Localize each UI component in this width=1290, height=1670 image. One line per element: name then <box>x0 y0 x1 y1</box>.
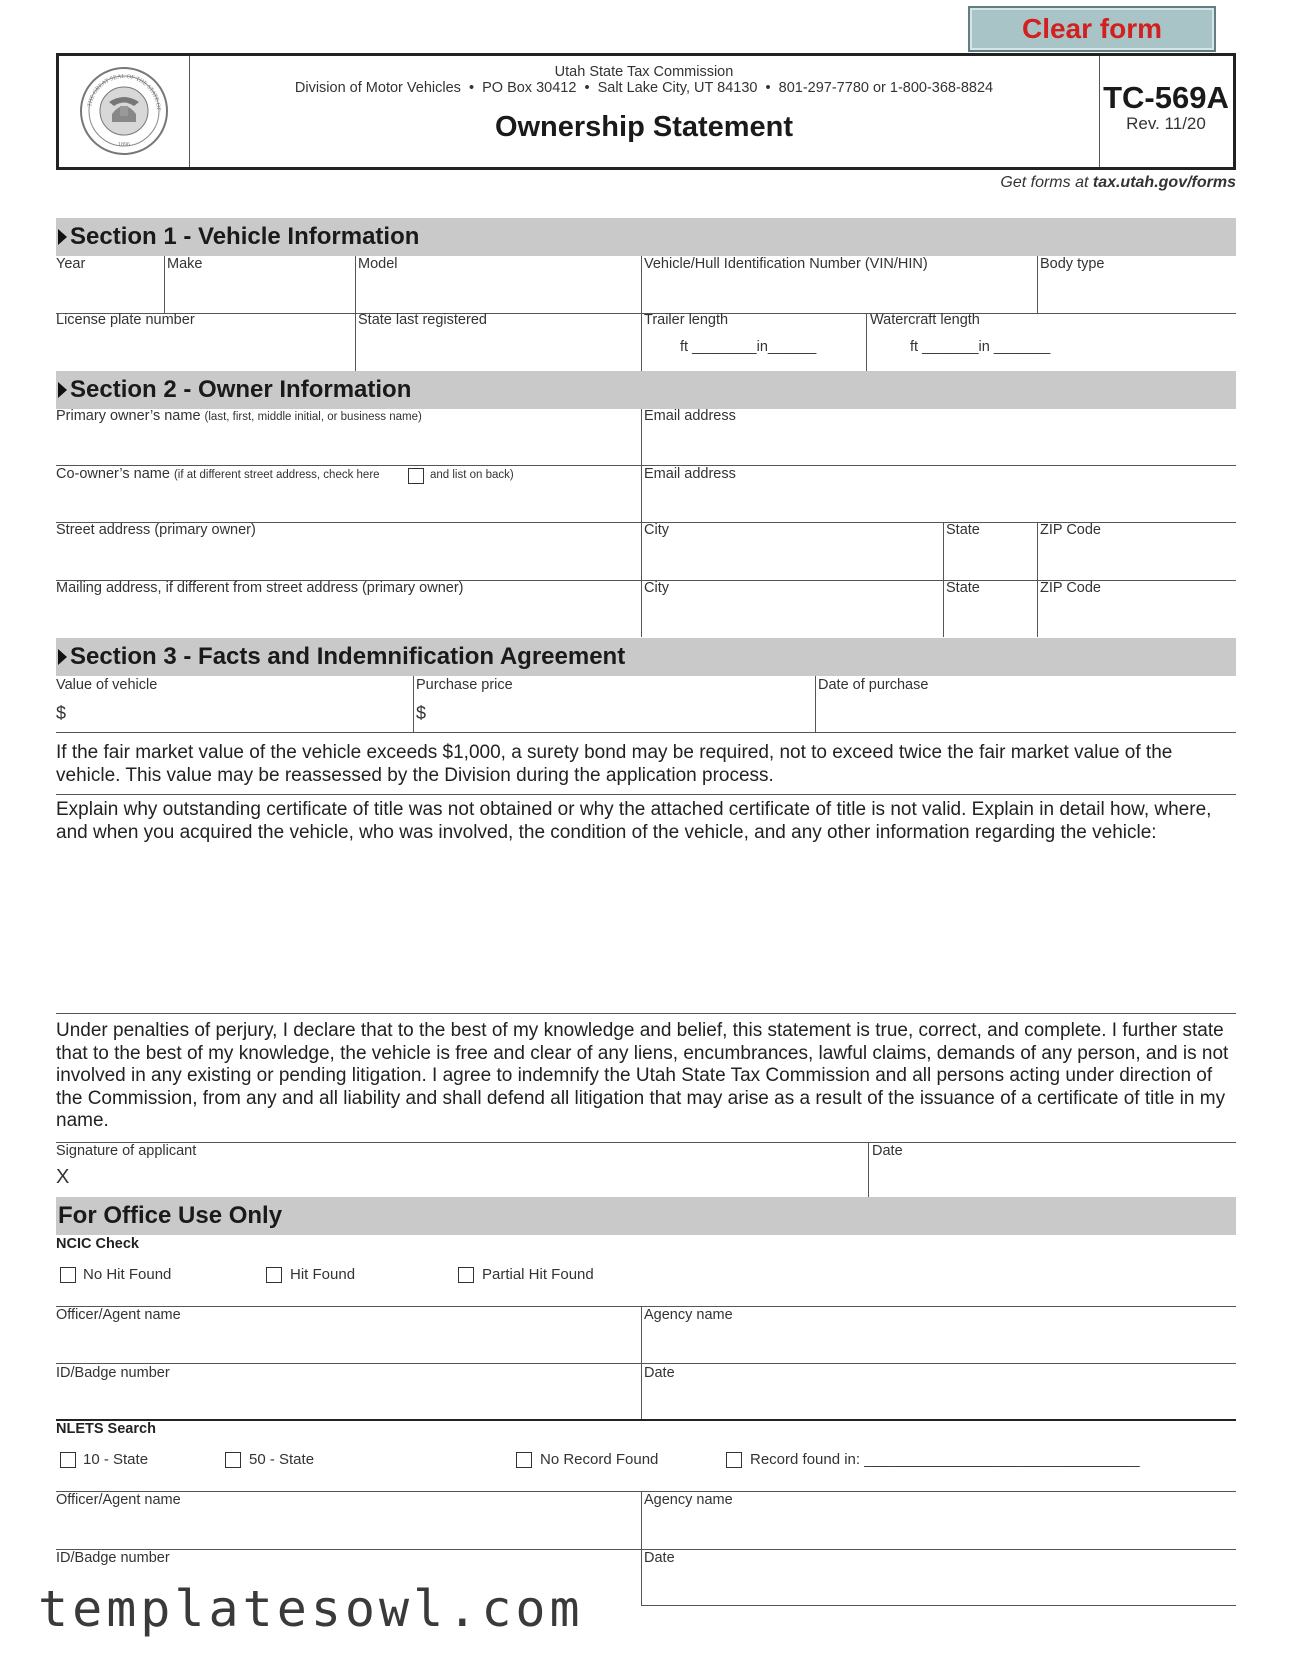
forms-link-prefix: Get forms at <box>1000 174 1093 191</box>
street-state-field[interactable]: State <box>946 522 980 538</box>
primary-email-field[interactable]: Email address <box>644 408 736 424</box>
watermark: templatesowl.com <box>38 1580 584 1638</box>
model-field[interactable]: Model <box>358 256 398 272</box>
agency-address: Division of Motor Vehicles • PO Box 30412 • Salt Lake City, UT 84130 • 801-297-7780 or 1-800-368-8824 <box>294 80 994 96</box>
purchase-price-label: Purchase price <box>416 677 513 693</box>
office-use-heading <box>56 1197 1236 1235</box>
mailing-state-field[interactable]: State <box>946 580 980 596</box>
form-header <box>56 53 1236 170</box>
revision-date: Rev. 11/20 <box>1126 114 1206 133</box>
mailing-zip-field[interactable]: ZIP Code <box>1040 580 1101 596</box>
state-last-registered-field[interactable]: State last registered <box>358 312 487 328</box>
trailer-length-label: Trailer length <box>644 312 729 328</box>
agency-name-field-2[interactable]: Agency name <box>644 1492 733 1508</box>
coowner-name-field[interactable]: Co-owner’s name (if at different street address, check here <box>56 466 380 482</box>
value-of-vehicle-label: Value of vehicle <box>56 677 158 693</box>
primary-owner-name-field[interactable]: Primary owner’s name (last, first, middle initial, or business name) <box>56 408 422 424</box>
nlets-record-found-label[interactable]: Record found in: _________________________________ <box>750 1451 1140 1468</box>
office-date-field-1[interactable]: Date <box>644 1365 675 1381</box>
nlets-10-state-label: 10 - State <box>83 1451 149 1468</box>
ncic-no-hit-label: No Hit Found <box>83 1266 172 1283</box>
nlets-record-found-checkbox[interactable] <box>726 1452 742 1468</box>
section2-title: Section 2 - Owner Information <box>70 376 412 403</box>
ncic-hit-checkbox[interactable] <box>266 1267 282 1283</box>
date-of-purchase-field[interactable]: Date of purchase <box>818 677 929 693</box>
ncic-no-hit-checkbox[interactable] <box>60 1267 76 1283</box>
explanation-textarea[interactable] <box>56 850 1236 1012</box>
agency-name: Utah State Tax Commission <box>554 64 734 80</box>
forms-link-line <box>700 174 1236 192</box>
ncic-hit-label: Hit Found <box>290 1266 356 1283</box>
surety-bond-notice: If the fair market value of the vehicle exceeds $1,000, a surety bond may be required, not to exceed twice the fair market value of the vehicle. This value may be reassessed by the Division during the application process. <box>56 742 1173 786</box>
street-city-field[interactable]: City <box>644 522 669 538</box>
watercraft-length-field[interactable]: ft _______in _______ <box>910 339 1051 355</box>
coowner-email-field[interactable]: Email address <box>644 466 736 482</box>
badge-number-field-1[interactable]: ID/Badge number <box>56 1365 170 1381</box>
section-arrow-icon <box>58 382 67 398</box>
street-zip-field[interactable]: ZIP Code <box>1040 522 1101 538</box>
make-field[interactable]: Make <box>167 256 203 272</box>
divider <box>56 1419 1236 1421</box>
section-arrow-icon <box>58 229 67 245</box>
value-of-vehicle-field[interactable]: $ <box>56 703 67 723</box>
section-arrow-icon <box>58 649 67 665</box>
section2-heading <box>56 371 1236 409</box>
form-title: Ownership Statement <box>494 111 794 143</box>
signature-date-field[interactable]: Date <box>872 1143 903 1159</box>
perjury-declaration: Under penalties of perjury, I declare that to the best of my knowledge and belief, this statement is true, correct, and complete. I further state that to the best of my knowledge, the vehicle is free and clear of any liens, encumbrances, lawful claims, demands of any person, and is not involved in any existing or pending litigation. I agree to indemnify the Utah State Tax Commission and all persons acting under direction of the Commission, from any and all liability and shall defend all litigation that may arise as a result of the issuance of a certificate of title in my name. <box>56 1020 1229 1132</box>
signature-field[interactable]: X <box>56 1166 70 1188</box>
coowner-note-end: and list on back) <box>430 469 514 481</box>
purchase-price-field[interactable]: $ <box>416 703 427 723</box>
nlets-search-label: NLETS Search <box>56 1421 156 1437</box>
vin-field[interactable]: Vehicle/Hull Identification Number (VIN/HIN) <box>644 256 928 272</box>
state-seal-icon <box>79 66 169 156</box>
forms-link-url[interactable]: tax.utah.gov/forms <box>1092 174 1236 191</box>
signature-label: Signature of applicant <box>56 1143 197 1159</box>
agency-name-field-1[interactable]: Agency name <box>644 1307 733 1323</box>
year-field[interactable]: Year <box>56 256 86 272</box>
section3-heading <box>56 638 1236 676</box>
office-date-field-2[interactable]: Date <box>644 1550 675 1566</box>
svg-text:1896: 1896 <box>118 142 130 148</box>
different-address-checkbox[interactable] <box>408 468 424 484</box>
nlets-no-record-checkbox[interactable] <box>516 1452 532 1468</box>
office-use-title: For Office Use Only <box>58 1202 283 1229</box>
officer-name-field-1[interactable]: Officer/Agent name <box>56 1307 181 1323</box>
license-plate-field[interactable]: License plate number <box>56 312 195 328</box>
svg-text:THE GREAT SEAL OF THE STATE OF: THE GREAT SEAL OF THE STATE OF <box>87 73 162 111</box>
trailer-length-field[interactable]: ft ________in______ <box>680 339 817 355</box>
ncic-partial-hit-label: Partial Hit Found <box>482 1266 594 1283</box>
ncic-check-label: NCIC Check <box>56 1236 139 1252</box>
explanation-prompt: Explain why outstanding certificate of title was not obtained or why the attached certificate of title is not valid. Explain in detail how, where, and when you acquired the vehicle, who was involved, the condition of the vehicle, and any other information regarding the vehicle: <box>56 799 1212 843</box>
section1-title: Section 1 - Vehicle Information <box>70 223 420 250</box>
form-number: TC-569A <box>1103 80 1229 115</box>
mailing-address-field[interactable]: Mailing address, if different from street address (primary owner) <box>56 580 464 596</box>
badge-number-field-2[interactable]: ID/Badge number <box>56 1550 170 1566</box>
section1-heading <box>56 218 1236 256</box>
nlets-50-state-checkbox[interactable] <box>225 1452 241 1468</box>
section3-title: Section 3 - Facts and Indemnification Agreement <box>70 643 626 670</box>
ncic-partial-hit-checkbox[interactable] <box>458 1267 474 1283</box>
body-type-field[interactable]: Body type <box>1040 256 1105 272</box>
nlets-no-record-label: No Record Found <box>540 1451 659 1468</box>
street-address-field[interactable]: Street address (primary owner) <box>56 522 256 538</box>
officer-name-field-2[interactable]: Officer/Agent name <box>56 1492 181 1508</box>
clear-form-button[interactable]: Clear form <box>968 6 1216 52</box>
nlets-10-state-checkbox[interactable] <box>60 1452 76 1468</box>
mailing-city-field[interactable]: City <box>644 580 669 596</box>
nlets-50-state-label: 50 - State <box>249 1451 315 1468</box>
watercraft-length-label: Watercraft length <box>870 312 980 328</box>
